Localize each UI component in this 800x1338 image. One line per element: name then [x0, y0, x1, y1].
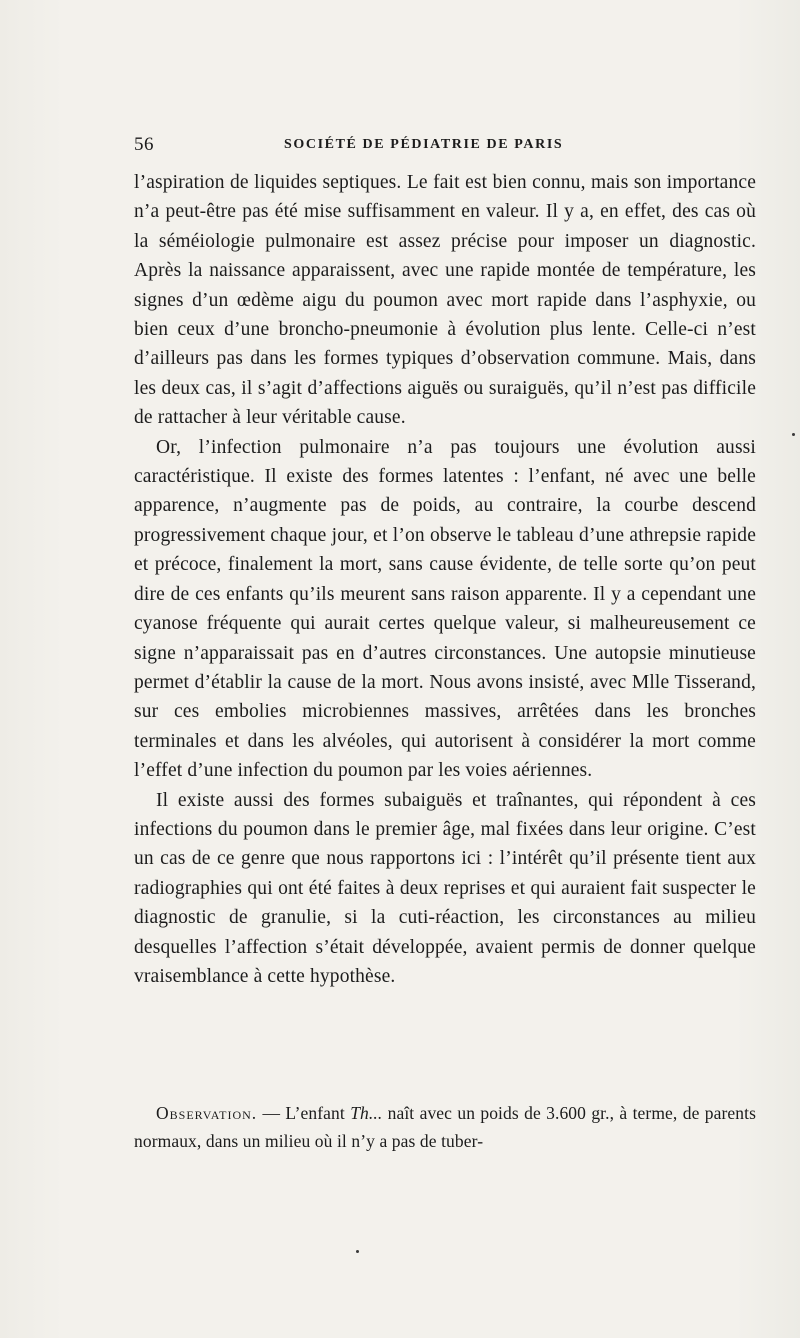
running-head: SOCIÉTÉ DE PÉDIATRIE DE PARIS — [284, 137, 564, 152]
observation-paragraph — [134, 1099, 756, 1155]
observation-text: naît avec un poids de 3.600 gr., à terme, de parents normaux, dans un milieu où il n’y a pas de tuber- — [134, 1103, 756, 1151]
paragraph: Il existe aussi des formes subaiguës et traînantes, qui répondent à ces infections du poumon dans le premier âge, mal fixées dans leur origine. C’est un cas de ce genre que nous rapportons ici : l’intérêt qu’il présente tient aux radiographies qui ont été faites à deux reprises et qui auraient fait suspecter le diagnostic de granulie, si la cuti-réaction, les circonstances au milieu desquelles l’affection s’était développée, avaient permis de donner quelque vraisemblance à cette hypothèse. — [134, 789, 756, 987]
paragraph: Or, l’infection pulmonaire n’a pas toujours une évolution aussi caractéristique. Il existe des formes latentes : l’enfant, né avec une belle apparence, n’augmente pas de poids, au contraire, la courbe descend progressivement chaque jour, et l’on observe le tableau d’une athrepsie rapide et précoce, finalement la mort, sans cause évidente, de telle sorte qu’on peut dire de ces enfants qu’ils meurent sans raison apparente. Il y a cependant une cyanose fréquente qui aurait certes quelque valeur, si malheureusement ce signe n’apparaissait pas en d’autres circonstances. Une autopsie minutieuse permet d’établir la cause de la mort. Nous avons insisté, avec Mlle Tisserand, sur ces embolies microbiennes massives, arrêtées dans les bronches terminales et dans les alvéoles, qui autorisent à considérer la mort comme l’effet d’une infection du poumon par les voies aériennes. — [134, 436, 756, 782]
ink-speck — [356, 1250, 359, 1253]
ink-speck — [792, 433, 795, 436]
page-header — [134, 134, 756, 158]
observation-label: Observation. — [156, 1103, 258, 1123]
observation-dash: — L’enfant — [257, 1103, 351, 1123]
patient-name: Th... — [350, 1103, 383, 1123]
page-number: 56 — [134, 134, 154, 155]
paragraph: l’aspiration de liquides septiques. Le fait est bien connu, mais son importance n’a peut-être pas été mise suffisamment en valeur. Il y a, en effet, des cas où la séméiologie pulmonaire est assez précise pour imposer un diagnostic. Après la naissance apparaissent, avec une rapide montée de température, les signes d’un œdème aigu du poumon avec mort rapide dans l’asphyxie, ou bien ceux d’une broncho-pneumonie à évolution plus lente. Celle-ci n’est d’ailleurs pas dans les formes typiques d’observation commune. Mais, dans les deux cas, il s’agit d’affections aiguës ou suraiguës, qu’il n’est pas difficile de rattacher à leur véritable cause. — [134, 172, 756, 429]
body-text — [134, 168, 756, 991]
